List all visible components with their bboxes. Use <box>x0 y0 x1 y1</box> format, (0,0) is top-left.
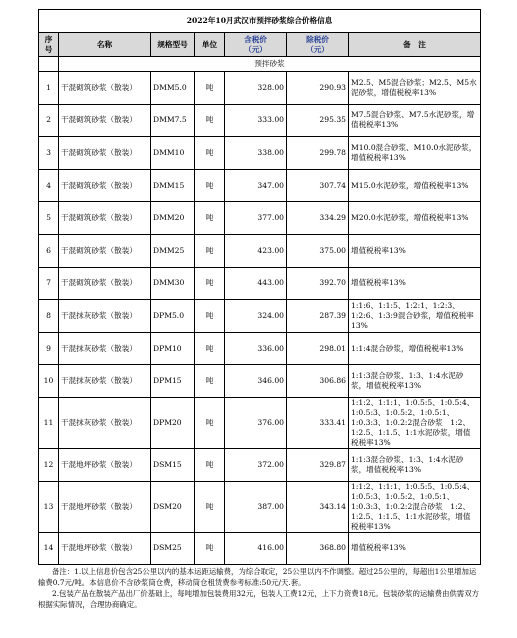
cell-seq: 5 <box>39 202 59 235</box>
section-label: 预拌砂浆 <box>59 57 481 72</box>
table-row <box>39 267 481 300</box>
cell-spec: DSM25 <box>151 532 195 565</box>
cell-spec: DMM10 <box>151 137 195 170</box>
cell-tax-excluded: 307.74 <box>287 169 349 202</box>
footnote-2: 2.包装产品在散装产品出厂价基础上，每吨增加包装费用32元，包装人工费12元，上下力资费18元。包装砂浆的运输费由供需双方根据实际情况，合理协商确定。 <box>38 589 479 609</box>
cell-spec: DSM20 <box>151 481 195 532</box>
cell-name: 干混砌筑砂浆（散装） <box>59 234 151 267</box>
cell-tax-excluded: 287.39 <box>287 300 349 333</box>
header-row <box>39 33 481 57</box>
header-name: 名称 <box>59 33 151 57</box>
header-unit: 单位 <box>195 33 225 57</box>
cell-tax-excluded: 343.14 <box>287 481 349 532</box>
cell-remark: 1:1:4混合砂浆，增值税税率13% <box>349 332 481 365</box>
header-tax-excluded-line2: （元） <box>306 44 329 54</box>
cell-name: 干混砌筑砂浆（散装） <box>59 267 151 300</box>
cell-remark: 1:1:2、1:1:1、1:0.5:5、1:0.5:4、1:0.5:3、1:0.5:2、1:0.5:1、1:0.3:3、1:0.2:2混合砂浆 1:2、1:2.5、1:1.5、1:1水泥砂浆，增值税税率13% <box>349 481 481 532</box>
cell-tax-excluded: 334.29 <box>287 202 349 235</box>
cell-unit: 吨 <box>195 300 225 333</box>
table-row <box>39 137 481 170</box>
cell-name: 干混地坪砂浆（散装） <box>59 448 151 481</box>
cell-tax-included: 333.00 <box>225 104 287 137</box>
cell-name: 干混抹灰砂浆（散装） <box>59 332 151 365</box>
cell-unit: 吨 <box>195 104 225 137</box>
cell-tax-excluded: 333.41 <box>287 397 349 448</box>
header-tax-excluded <box>287 33 349 57</box>
table-row <box>39 532 481 565</box>
cell-tax-included: 372.00 <box>225 448 287 481</box>
table-row <box>39 72 481 105</box>
cell-spec: DPM5.0 <box>151 300 195 333</box>
cell-tax-included: 416.00 <box>225 532 287 565</box>
cell-unit: 吨 <box>195 202 225 235</box>
cell-remark: M15.0水泥砂浆，增值税税率13% <box>349 169 481 202</box>
cell-tax-included: 346.00 <box>225 365 287 398</box>
cell-tax-included: 328.00 <box>225 72 287 105</box>
cell-seq: 4 <box>39 169 59 202</box>
table-row <box>39 202 481 235</box>
cell-name: 干混砌筑砂浆（散装） <box>59 137 151 170</box>
cell-name: 干混抹灰砂浆（散装） <box>59 300 151 333</box>
table-row <box>39 169 481 202</box>
page-title: 2022年10月武汉市预拌砂浆综合价格信息 <box>39 10 481 33</box>
cell-spec: DMM20 <box>151 202 195 235</box>
cell-seq: 3 <box>39 137 59 170</box>
cell-spec: DMM30 <box>151 267 195 300</box>
header-tax-excluded-line1: 除税价 <box>306 34 329 44</box>
cell-remark: M20.0水泥砂浆，增值税税率13% <box>349 202 481 235</box>
cell-remark: 增值税税率13% <box>349 267 481 300</box>
cell-seq: 13 <box>39 481 59 532</box>
header-remark: 备 注 <box>349 33 481 57</box>
cell-tax-excluded: 298.01 <box>287 332 349 365</box>
cell-unit: 吨 <box>195 397 225 448</box>
cell-unit: 吨 <box>195 481 225 532</box>
table-row <box>39 365 481 398</box>
cell-tax-excluded: 368.80 <box>287 532 349 565</box>
cell-seq: 2 <box>39 104 59 137</box>
cell-name: 干混砌筑砂浆（散装） <box>59 72 151 105</box>
cell-spec: DMM5.0 <box>151 72 195 105</box>
cell-seq: 6 <box>39 234 59 267</box>
cell-remark: 1:1:3混合砂浆、1:3、1:4水泥砂浆，增值税税率13% <box>349 448 481 481</box>
table-row <box>39 481 481 532</box>
cell-tax-excluded: 299.78 <box>287 137 349 170</box>
cell-remark: 1:1:6、1:1:5、1:2:1、1:2:3、1:2:6、1:3:9混合砂浆，增值税税率13% <box>349 300 481 333</box>
cell-tax-excluded: 295.35 <box>287 104 349 137</box>
cell-remark: M10.0混合砂浆、M10.0水泥砂浆，增值税税率13% <box>349 137 481 170</box>
cell-seq: 1 <box>39 72 59 105</box>
cell-tax-excluded: 306.86 <box>287 365 349 398</box>
cell-seq: 14 <box>39 532 59 565</box>
table-row <box>39 448 481 481</box>
cell-name: 干混抹灰砂浆（散装） <box>59 365 151 398</box>
cell-tax-included: 387.00 <box>225 481 287 532</box>
cell-spec: DMM25 <box>151 234 195 267</box>
cell-spec: DPM15 <box>151 365 195 398</box>
cell-tax-included: 443.00 <box>225 267 287 300</box>
cell-seq: 10 <box>39 365 59 398</box>
cell-name: 干混砌筑砂浆（散装） <box>59 202 151 235</box>
cell-remark: 1:1:3混合砂浆、1:3、1:4水泥砂浆，增值税税率13% <box>349 365 481 398</box>
header-seq: 序号 <box>39 33 59 57</box>
cell-seq: 7 <box>39 267 59 300</box>
cell-name: 干混抹灰砂浆（散装） <box>59 397 151 448</box>
table-row <box>39 397 481 448</box>
cell-seq: 11 <box>39 397 59 448</box>
header-tax-included <box>225 33 287 57</box>
cell-unit: 吨 <box>195 137 225 170</box>
cell-unit: 吨 <box>195 532 225 565</box>
section-row <box>39 57 481 72</box>
cell-remark: M2.5、M5混合砂浆；M2.5、M5水泥砂浆，增值税税率13% <box>349 72 481 105</box>
cell-tax-included: 347.00 <box>225 169 287 202</box>
cell-spec: DMM7.5 <box>151 104 195 137</box>
cell-tax-excluded: 329.87 <box>287 448 349 481</box>
cell-tax-excluded: 375.00 <box>287 234 349 267</box>
cell-spec: DSM15 <box>151 448 195 481</box>
cell-seq: 12 <box>39 448 59 481</box>
table-row <box>39 332 481 365</box>
header-tax-included-line2: （元） <box>244 44 267 54</box>
header-tax-included-line1: 含税价 <box>244 34 267 44</box>
cell-seq: 9 <box>39 332 59 365</box>
header-spec: 规格型号 <box>151 33 195 57</box>
cell-unit: 吨 <box>195 267 225 300</box>
cell-unit: 吨 <box>195 169 225 202</box>
footnote-1: 备注：1.以上信息价包含25公里以内的基本运距运输费，为综合取定，25公里以内不作调整。超过25公里的，每超出1公里增加运输费0.7元/吨。本信息价不含砂浆筒仓费，移动筒仓租赁费参考标准:50元/天.套。 <box>38 567 477 587</box>
cell-remark: 1:1:2、1:1:1、1:0.5:5、1:0.5:4、1:0.5:3、1:0.5:2、1:0.5:1、1:0.3:3、1:0.2:2混合砂浆 1:2、1:2.5、1:1.5、1:1水泥砂浆，增值税税率13% <box>349 397 481 448</box>
cell-remark: 增值税税率13% <box>349 532 481 565</box>
cell-tax-excluded: 290.93 <box>287 72 349 105</box>
cell-tax-included: 423.00 <box>225 234 287 267</box>
footnote <box>38 566 480 610</box>
table-row <box>39 234 481 267</box>
table-row <box>39 104 481 137</box>
cell-tax-included: 336.00 <box>225 332 287 365</box>
cell-unit: 吨 <box>195 448 225 481</box>
price-sheet <box>38 9 480 565</box>
table-row <box>39 300 481 333</box>
cell-name: 干混砌筑砂浆（散装） <box>59 104 151 137</box>
cell-tax-included: 338.00 <box>225 137 287 170</box>
cell-remark: M7.5混合砂浆、M7.5水泥砂浆，增值税税率13% <box>349 104 481 137</box>
price-table <box>38 9 481 565</box>
cell-unit: 吨 <box>195 234 225 267</box>
cell-tax-included: 324.00 <box>225 300 287 333</box>
cell-remark: 增值税税率13% <box>349 234 481 267</box>
cell-spec: DPM20 <box>151 397 195 448</box>
section-blank-cell <box>39 57 59 72</box>
cell-tax-included: 376.00 <box>225 397 287 448</box>
cell-unit: 吨 <box>195 332 225 365</box>
cell-name: 干混地坪砂浆（散装） <box>59 481 151 532</box>
cell-spec: DPM10 <box>151 332 195 365</box>
cell-tax-included: 377.00 <box>225 202 287 235</box>
cell-spec: DMM15 <box>151 169 195 202</box>
cell-unit: 吨 <box>195 365 225 398</box>
cell-unit: 吨 <box>195 72 225 105</box>
cell-tax-excluded: 392.70 <box>287 267 349 300</box>
cell-seq: 8 <box>39 300 59 333</box>
cell-name: 干混地坪砂浆（散装） <box>59 532 151 565</box>
cell-name: 干混砌筑砂浆（散装） <box>59 169 151 202</box>
